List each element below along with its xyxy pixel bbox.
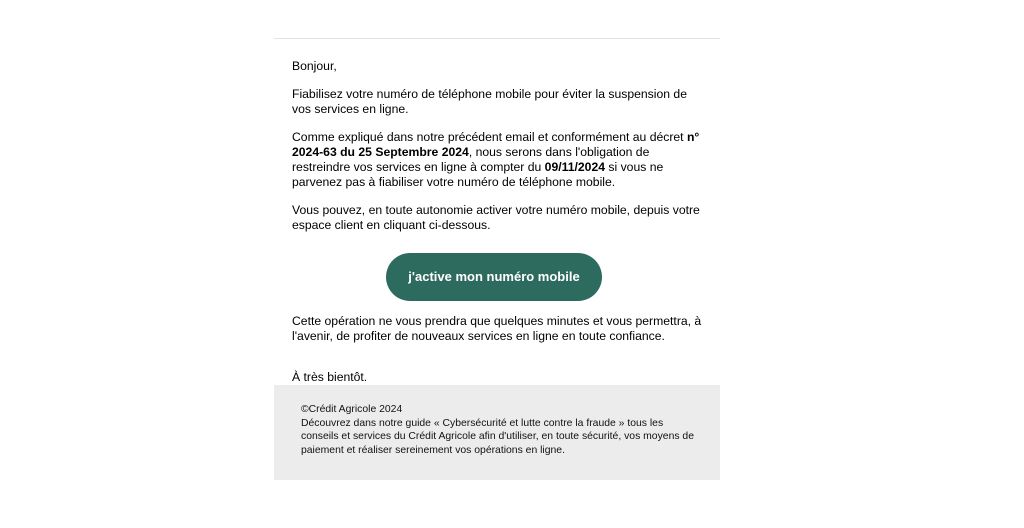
email-body xyxy=(292,59,704,400)
footer-guide: Découvrez dans notre guide « Cybersécurité et lutte contre la fraude » tous les conseils et services du Crédit Agricole afin d'utiliser, en toute sécurité, vos moyens de paiement et réaliser sereinement vos opérations en ligne. xyxy=(301,417,694,456)
footer-copyright: ©Crédit Agricole 2024 xyxy=(301,404,403,415)
autonomy-paragraph: Vous pouvez, en toute autonomie activer votre numéro mobile, depuis votre espace client en cliquant ci-dessous. xyxy=(292,203,700,232)
top-divider xyxy=(274,38,720,39)
decree-text-3: si vous ne parvenez pas à fiabiliser votre numéro de téléphone mobile. xyxy=(292,160,664,189)
decree-paragraph xyxy=(292,130,704,190)
closing-paragraph: Cette opération ne vous prendra que quelques minutes et vous permettra, à l'avenir, de profiter de nouveaux services en ligne en toute confiance. xyxy=(292,314,702,343)
activate-mobile-button[interactable]: j'active mon numéro mobile xyxy=(386,253,602,301)
intro-paragraph: Fiabilisez votre numéro de téléphone mobile pour éviter la suspension de vos services en ligne. xyxy=(292,87,687,116)
decree-reference: n° 2024-63 du 25 Septembre 2024 xyxy=(292,130,700,159)
email-container xyxy=(274,38,720,480)
decree-text-1: Comme expliqué dans notre précédent email et conformément au décret xyxy=(292,130,687,144)
email-footer xyxy=(274,385,720,480)
decree-text-2: , nous serons dans l'obligation de restreindre vos services en ligne à compter du xyxy=(292,145,650,174)
cta-wrapper xyxy=(292,253,704,301)
signoff: À très bientôt. xyxy=(292,370,368,384)
greeting: Bonjour, xyxy=(292,59,337,73)
restriction-date: 09/11/2024 xyxy=(544,160,605,174)
footer-text xyxy=(301,403,701,457)
